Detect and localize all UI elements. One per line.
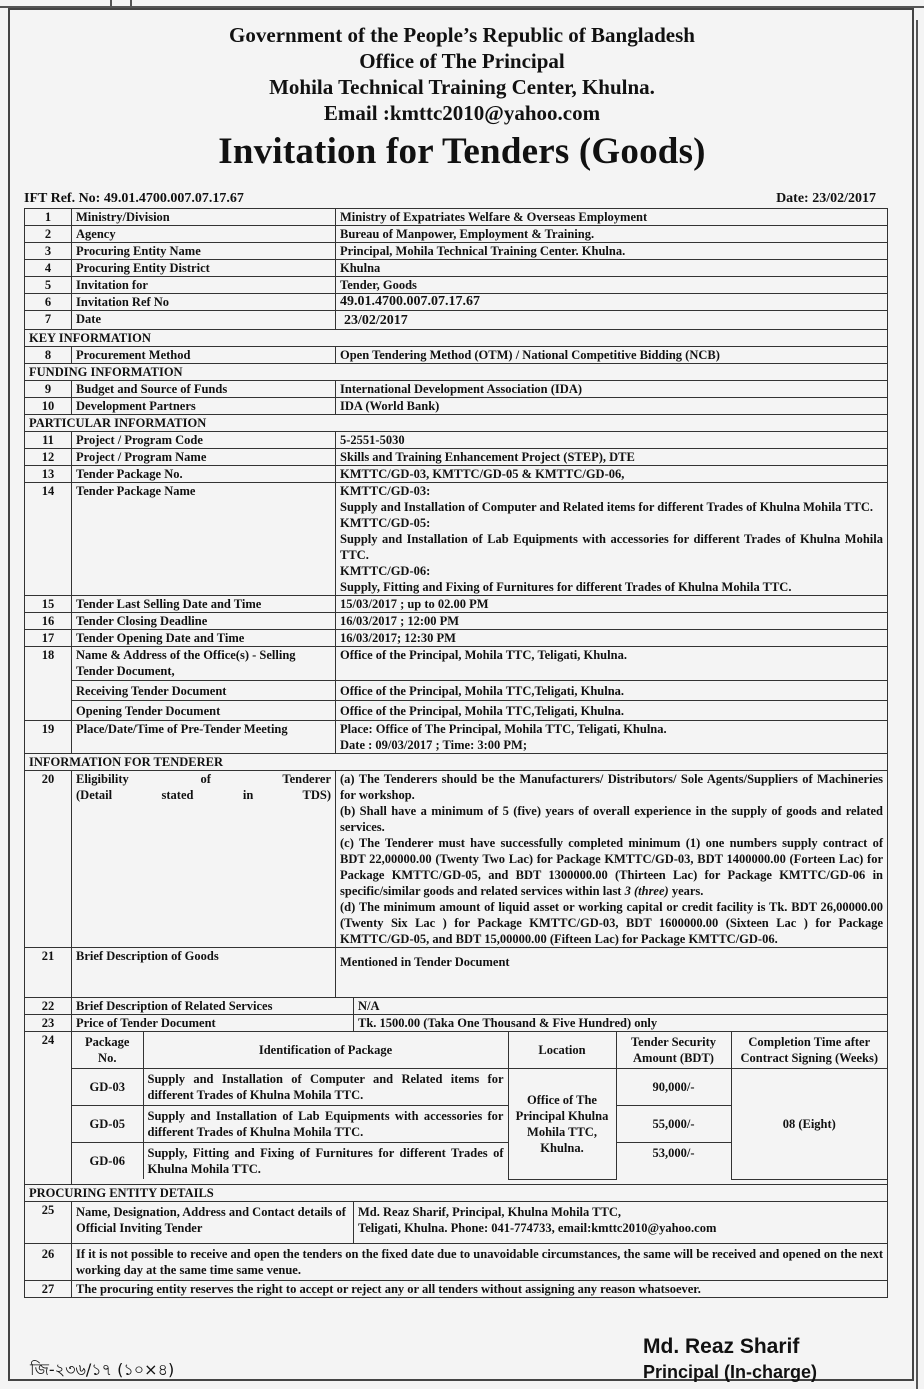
row-value: KMTTC/GD-03, KMTTC/GD-05 & KMTTC/GD-06, xyxy=(336,466,888,483)
row-number: 1 xyxy=(25,209,72,226)
row-value: International Development Association (IDA) xyxy=(336,381,888,398)
section-heading-row xyxy=(25,1184,888,1201)
row-key: Receiving Tender Document xyxy=(72,681,336,701)
row-value: Tender, Goods xyxy=(336,277,888,294)
header-institution: Mohila Technical Training Center, Khulna. xyxy=(269,75,655,99)
package-completion-time: 08 (Eight) xyxy=(731,1069,887,1180)
row-value: Office of the Principal, Mohila TTC,Teligati, Khulna. xyxy=(336,701,888,721)
row-key: Invitation Ref No xyxy=(72,294,336,311)
row-value: Office of the Principal, Mohila TTC, Teligati, Khulna. xyxy=(336,647,888,681)
package-header-row xyxy=(72,1032,887,1069)
table-row xyxy=(25,647,888,681)
table-row xyxy=(25,483,888,596)
row-value: Khulna xyxy=(336,260,888,277)
row-key: Price of Tender Document xyxy=(72,1015,354,1032)
row-key: Agency xyxy=(72,226,336,243)
package-no: GD-05 xyxy=(72,1106,143,1143)
ift-date: Date: 23/02/2017 xyxy=(776,191,876,206)
table-row xyxy=(25,1201,888,1243)
row-key: Tender Opening Date and Time xyxy=(72,630,336,647)
document-header xyxy=(0,22,924,174)
section-funding-information: FUNDING INFORMATION xyxy=(25,364,888,381)
row-key: Opening Tender Document xyxy=(72,701,336,721)
row-value-eligibility xyxy=(336,771,888,948)
package-name-gd06: Supply, Fitting and Fixing of Furnitures for different Trades of Khulna Mohila TTC. xyxy=(340,580,792,594)
table-row xyxy=(25,771,888,948)
section-heading-row xyxy=(25,754,888,771)
package-location: Office of The Principal Khulna Mohila TTC, Khulna. xyxy=(508,1069,616,1180)
row-value: 15/03/2017 ; up to 02.00 PM xyxy=(336,596,888,613)
row-number: 7 xyxy=(25,311,72,330)
package-table-cell xyxy=(72,1032,888,1185)
package-no: GD-03 xyxy=(72,1069,143,1106)
row-number: 14 xyxy=(25,483,72,596)
right-border-decoration xyxy=(916,20,924,1389)
row-key: Brief Description of Related Services xyxy=(72,998,354,1015)
signature-block xyxy=(643,1334,817,1384)
row-key: Brief Description of Goods xyxy=(72,948,336,998)
section-key-information: KEY INFORMATION xyxy=(25,330,888,347)
table-row xyxy=(25,998,888,1015)
section-heading-row xyxy=(25,415,888,432)
row-number: 25 xyxy=(25,1201,72,1243)
row-key: Procuring Entity Name xyxy=(72,243,336,260)
publication-code: জি-২৩৬/১৭ (১০×৪) xyxy=(30,1360,175,1379)
section-heading-row xyxy=(25,330,888,347)
row-value: 16/03/2017 ; 12:00 PM xyxy=(336,613,888,630)
row-value xyxy=(354,1201,888,1243)
row-key: Invitation for xyxy=(72,277,336,294)
official-contact: Teligati, Khulna. Phone: 041-774733, email:kmttc2010@yahoo.com xyxy=(358,1220,717,1235)
row-number: 21 xyxy=(25,948,72,998)
row-key: Budget and Source of Funds xyxy=(72,381,336,398)
table-row xyxy=(25,1243,888,1280)
row-key: Tender Closing Deadline xyxy=(72,613,336,630)
row-number: 8 xyxy=(25,347,72,364)
table-row xyxy=(25,596,888,613)
table-row xyxy=(25,277,888,294)
row-key: Name, Designation, Address and Contact details of Official Inviting Tender xyxy=(72,1201,354,1243)
row-key: Place/Date/Time of Pre-Tender Meeting xyxy=(72,721,336,754)
table-row xyxy=(25,466,888,483)
row-value: Principal, Mohila Technical Training Center. Khulna. xyxy=(336,243,888,260)
row-number: 6 xyxy=(25,294,72,311)
package-security-amount: 55,000/- xyxy=(616,1106,731,1143)
row-number: 22 xyxy=(25,998,72,1015)
table-row xyxy=(25,630,888,647)
row-key: Project / Program Name xyxy=(72,449,336,466)
row-value: 23/02/2017 xyxy=(336,311,888,330)
row-value: Skills and Training Enhancement Project (STEP), DTE xyxy=(336,449,888,466)
document-title: Invitation for Tenders (Goods) xyxy=(218,131,706,172)
table-row xyxy=(25,1280,888,1297)
table-row xyxy=(25,209,888,226)
package-description: Supply and Installation of Computer and Related items for different Trades of Khulna Mohila TTC. xyxy=(143,1069,508,1106)
row-number: 12 xyxy=(25,449,72,466)
ift-ref-number: IFT Ref. No: 49.01.4700.007.07.17.67 xyxy=(24,191,244,206)
row-number: 24 xyxy=(25,1032,72,1185)
top-border-decoration xyxy=(0,0,924,8)
pretender-place: Place: Office of The Principal, Mohila TTC, Teligati, Khulna. xyxy=(340,722,667,736)
table-row xyxy=(25,294,888,311)
row-key: Date xyxy=(72,311,336,330)
row-key: Procurement Method xyxy=(72,347,336,364)
package-no-header: Package No. xyxy=(72,1032,143,1069)
tender-details-table xyxy=(24,208,888,1298)
eligibility-detail-label: (Detail stated in TDS) xyxy=(76,788,331,802)
row-number: 23 xyxy=(25,1015,72,1032)
header-email: Email :kmttc2010@yahoo.com xyxy=(323,101,601,125)
row-value: 49.01.4700.007.07.17.67 xyxy=(336,294,888,311)
row-key: Procuring Entity District xyxy=(72,260,336,277)
row-number: 15 xyxy=(25,596,72,613)
official-name: Md. Reaz Sharif, Principal, Khulna Mohila TTC, xyxy=(358,1204,621,1219)
eligibility-d: (d) The minimum amount of liquid asset or working capital or credit facility is Tk. BDT 26,00000.00 (Twenty Six Lac ) for Package KMTTC/GD-03, BDT 1600000.00 (Sixteen Lac ) for Package KMTTC/GD-05, and BDT 15,00000.00 (Fifteen Lac) for Package KMTTC/GD-06. xyxy=(340,900,883,946)
row-value: IDA (World Bank) xyxy=(336,398,888,415)
eligibility-b: (b) Shall have a minimum of 5 (five) years of overall experience in the supply of goods and related services. xyxy=(340,804,883,834)
row-number: 2 xyxy=(25,226,72,243)
row-number: 17 xyxy=(25,630,72,647)
signatory-title: Principal (In-charge) xyxy=(643,1362,818,1382)
table-row xyxy=(25,1015,888,1032)
table-row xyxy=(25,381,888,398)
package-table xyxy=(72,1032,887,1180)
package-no: GD-06 xyxy=(72,1143,143,1180)
header-office: Office of The Principal xyxy=(359,49,565,73)
row-number: 27 xyxy=(25,1280,72,1297)
table-row xyxy=(25,613,888,630)
row-number: 5 xyxy=(25,277,72,294)
row-value-packages xyxy=(336,483,888,596)
package-security-amount: 90,000/- xyxy=(616,1069,731,1106)
package-row xyxy=(72,1069,887,1106)
row-value: N/A xyxy=(354,998,888,1015)
eligibility-c-years: 3 (three) xyxy=(624,884,669,898)
row-number: 10 xyxy=(25,398,72,415)
package-description: Supply and Installation of Lab Equipments with accessories for different Trades of Khulna Mohila TTC. xyxy=(143,1106,508,1143)
location-header: Location xyxy=(508,1032,616,1069)
table-row xyxy=(25,243,888,260)
pretender-date-time: Date : 09/03/2017 ; Time: 3:00 PM; xyxy=(340,738,527,752)
package-security-amount: 53,000/- xyxy=(616,1143,731,1180)
top-border-nub xyxy=(110,0,132,8)
table-row xyxy=(25,347,888,364)
row-value: Mentioned in Tender Document xyxy=(336,948,888,998)
table-row xyxy=(25,226,888,243)
row-value: Tk. 1500.00 (Taka One Thousand & Five Hundred) only xyxy=(354,1015,888,1032)
row-key: Tender Last Selling Date and Time xyxy=(72,596,336,613)
reference-line xyxy=(24,191,876,209)
row-value xyxy=(336,721,888,754)
row-number: 11 xyxy=(25,432,72,449)
section-procuring-entity-details: PROCURING ENTITY DETAILS xyxy=(25,1184,888,1201)
table-row xyxy=(25,948,888,998)
row-value: Ministry of Expatriates Welfare & Overseas Employment xyxy=(336,209,888,226)
section-particular-information: PARTICULAR INFORMATION xyxy=(25,415,888,432)
eligibility-c-end: years. xyxy=(668,884,704,898)
table-row xyxy=(25,398,888,415)
eligibility-label: Eligibility of Tenderer xyxy=(76,772,331,786)
table-row xyxy=(25,449,888,466)
row-value: Office of the Principal, Mohila TTC,Teligati, Khulna. xyxy=(336,681,888,701)
security-amount-header: Tender Security Amount (BDT) xyxy=(616,1032,731,1069)
row-key: Ministry/Division xyxy=(72,209,336,226)
eligibility-c-text: (c) The Tenderer must have successfully completed minimum (1) one numbers supply contract of BDT 22,00000.00 (Twenty Two Lac) for Package KMTTC/GD-03, BDT 1400000.00 (Forteen Lac) for Package KMTTC/GD-05, and BDT 1300000.00 (Thirteen Lac) for Package KMTTC/GD-06 in specific/similar goods and related services within last xyxy=(340,836,883,898)
package-code-gd06: KMTTC/GD-06: xyxy=(340,564,431,578)
row-number: 4 xyxy=(25,260,72,277)
row-key: Development Partners xyxy=(72,398,336,415)
row-key: Tender Package Name xyxy=(72,483,336,596)
row-key xyxy=(72,771,336,948)
row-key: Name & Address of the Office(s) - Selling Tender Document, xyxy=(72,647,336,681)
package-description: Supply, Fitting and Fixing of Furnitures for different Trades of Khulna Mohila TTC. xyxy=(143,1143,508,1180)
row-value: Open Tendering Method (OTM) / National Competitive Bidding (NCB) xyxy=(336,347,888,364)
row-key: Project / Program Code xyxy=(72,432,336,449)
table-row xyxy=(25,311,888,330)
package-code-gd05: KMTTC/GD-05: xyxy=(340,516,431,530)
header-government: Government of the People’s Republic of Bangladesh xyxy=(229,23,695,47)
package-name-gd03: Supply and Installation of Computer and Related items for different Trades of Khulna Mohila TTC. xyxy=(340,500,874,514)
row-number: 13 xyxy=(25,466,72,483)
row-value: If it is not possible to receive and open the tenders on the fixed date due to unavoidable circumstances, the same will be received and opened on the next working day at the same time same venue. xyxy=(72,1243,888,1280)
signatory-name: Md. Reaz Sharif xyxy=(643,1335,800,1358)
table-row xyxy=(25,701,888,721)
section-heading-row xyxy=(25,364,888,381)
table-row xyxy=(25,681,888,701)
row-value: 16/03/2017; 12:30 PM xyxy=(336,630,888,647)
row-number: 26 xyxy=(25,1243,72,1280)
row-number: 20 xyxy=(25,771,72,948)
row-number: 18 xyxy=(25,647,72,721)
package-code-gd03: KMTTC/GD-03: xyxy=(340,484,431,498)
table-row xyxy=(25,1032,888,1185)
row-value: 5-2551-5030 xyxy=(336,432,888,449)
row-number: 16 xyxy=(25,613,72,630)
package-name-gd05: Supply and Installation of Lab Equipments with accessories for different Trades of Khulna Mohila TTC. xyxy=(340,532,883,562)
row-number: 3 xyxy=(25,243,72,260)
completion-time-header: Completion Time after Contract Signing (Weeks) xyxy=(731,1032,887,1069)
table-row xyxy=(25,721,888,754)
row-number: 19 xyxy=(25,721,72,754)
row-key: Tender Package No. xyxy=(72,466,336,483)
table-row xyxy=(25,432,888,449)
table-row xyxy=(25,260,888,277)
identification-header: Identification of Package xyxy=(143,1032,508,1069)
row-value: Bureau of Manpower, Employment & Training. xyxy=(336,226,888,243)
row-number: 9 xyxy=(25,381,72,398)
eligibility-a: (a) The Tenderers should be the Manufacturers/ Distributors/ Sole Agents/Suppliers of Machineries for workshop. xyxy=(340,772,883,802)
row-value: The procuring entity reserves the right to accept or reject any or all tenders without assigning any reason whatsoever. xyxy=(72,1280,888,1297)
section-information-for-tenderer: INFORMATION FOR TENDERER xyxy=(25,754,888,771)
eligibility-c xyxy=(340,835,883,899)
